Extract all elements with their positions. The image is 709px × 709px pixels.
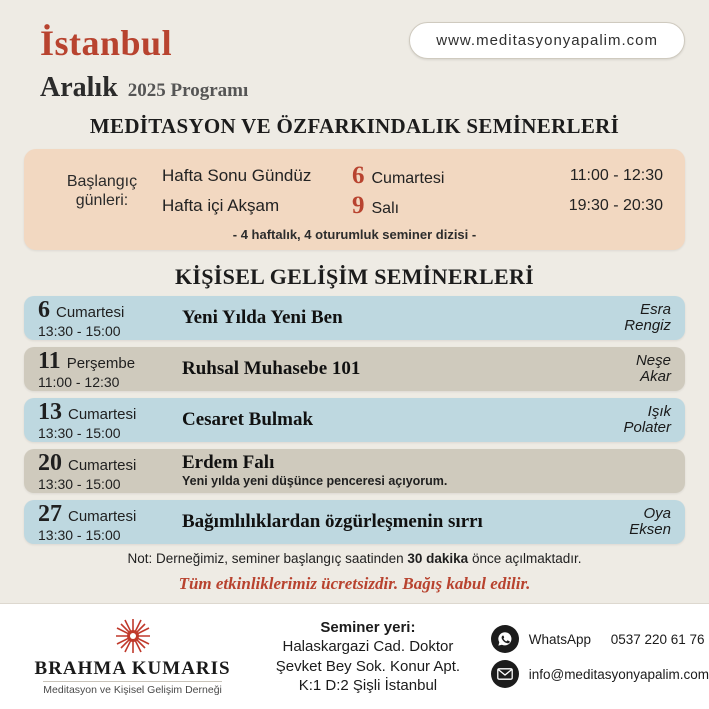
brand-block — [0, 616, 255, 698]
seminar-speaker — [579, 404, 671, 437]
start-days-label-line1: Başlangıç — [66, 172, 138, 190]
seminar-title — [178, 359, 579, 380]
seminar-date-line — [38, 298, 178, 323]
venue-line-2: Şevket Bey Sok. Konur Apt. — [275, 657, 461, 675]
seminar-title — [178, 308, 579, 329]
brand-name: BRAHMA KUMARIS — [34, 657, 231, 679]
meditation-box-grid — [42, 161, 667, 221]
whatsapp-number[interactable]: 0537 220 61 76 — [610, 631, 705, 647]
seminar-title — [178, 453, 579, 489]
seminar-date — [38, 349, 178, 390]
seminar-row[interactable] — [24, 296, 685, 340]
contact-block — [481, 618, 709, 695]
whatsapp-icon — [491, 625, 519, 653]
month-year-row — [40, 72, 248, 104]
seminar-date-line — [38, 349, 178, 374]
meditation-day-number: 6 — [352, 162, 365, 189]
poster-header — [0, 0, 709, 112]
seminar-date-line — [38, 502, 178, 527]
whatsapp-row[interactable] — [491, 625, 709, 653]
seminar-list — [24, 296, 685, 544]
note-suffix: önce açılmaktadır. — [468, 551, 582, 566]
seminar-speaker-first: Neşe — [635, 351, 671, 369]
seminar-time: 13:30 - 15:00 — [38, 322, 121, 339]
meditation-seminars-box — [24, 149, 685, 250]
venue-line-3: K:1 D:2 Şişli İstanbul — [298, 676, 438, 694]
seminar-title-text: Cesaret Bulmak — [182, 408, 314, 430]
seminar-day-number: 27 — [38, 500, 62, 527]
note-bold: 30 dakika — [407, 551, 469, 566]
venue-block — [255, 618, 481, 695]
seminar-date — [38, 502, 178, 543]
seminar-time: 13:30 - 15:00 — [38, 475, 121, 492]
seminar-date-line — [38, 451, 178, 476]
seminar-date — [38, 451, 178, 492]
email-row[interactable] — [491, 660, 709, 688]
opening-time-note — [0, 551, 709, 566]
seminar-speaker-first: Oya — [643, 504, 671, 522]
seminar-speaker — [579, 506, 671, 539]
seminar-day-name: Cumartesi — [68, 507, 137, 525]
seminar-row[interactable] — [24, 449, 685, 493]
seminar-time: 13:30 - 15:00 — [38, 424, 121, 441]
seminar-day-number: 6 — [38, 296, 50, 323]
seminar-speaker-first: Esra — [640, 300, 671, 318]
city-title: İstanbul — [40, 23, 173, 63]
year-program-label: 2025 Programı — [127, 80, 249, 101]
meditation-day-number: 9 — [352, 192, 365, 219]
meditation-time: 11:00 - 12:30 — [569, 167, 663, 184]
section1-title: MEDİTASYON VE ÖZFARKINDALIK SEMİNERLERİ — [89, 114, 620, 138]
seminar-speaker-last: Polater — [623, 419, 671, 436]
seminar-date — [38, 400, 178, 441]
seminar-date — [38, 298, 178, 339]
section2-title: KİŞİSEL GELİŞİM SEMİNERLERİ — [174, 264, 534, 289]
seminar-day-name: Cumartesi — [68, 456, 137, 474]
meditation-series-note: - 4 haftalık, 4 oturumluk seminer dizisi - — [232, 227, 477, 242]
seminar-time: 13:30 - 15:00 — [38, 526, 121, 543]
brand-subtitle: Meditasyon ve Kişisel Gelişim Derneği — [43, 681, 222, 696]
seminar-row[interactable] — [24, 347, 685, 391]
seminar-row[interactable] — [24, 398, 685, 442]
seminar-day-number: 13 — [38, 398, 62, 425]
meditation-day-name: Salı — [371, 200, 400, 217]
free-events-note: Tüm etkinliklerimiz ücretsizdir. Bağış kabul edilir. — [178, 574, 531, 593]
seminar-title-text: Ruhsal Muhasebe 101 — [182, 357, 361, 379]
meditation-when: Hafta içi Akşam — [162, 196, 280, 215]
meditation-rows — [162, 161, 667, 221]
meditation-day-name: Cumartesi — [371, 170, 445, 187]
start-days-label — [42, 172, 162, 210]
seminar-speaker-last: Rengiz — [624, 317, 671, 334]
seminar-day-number: 20 — [38, 449, 62, 476]
seminar-speaker-first: Işık — [647, 402, 671, 420]
seminar-speaker-last: Akar — [640, 368, 671, 385]
whatsapp-label: WhatsApp — [528, 631, 591, 647]
poster-footer — [0, 603, 709, 709]
seminar-title-text: Erdem Falı — [182, 452, 275, 474]
start-days-label-line2: günleri: — [75, 192, 129, 209]
seminar-date-line — [38, 400, 178, 425]
month-label: Aralık — [40, 72, 118, 103]
seminar-speaker — [579, 302, 671, 335]
seminar-day-name: Perşembe — [66, 354, 136, 372]
seminar-speaker — [579, 353, 671, 386]
seminar-speaker-last: Eksen — [629, 521, 671, 538]
meditation-time: 19:30 - 20:30 — [568, 197, 663, 214]
venue-line-1: Halaskargazi Cad. Doktor — [282, 638, 454, 656]
meditation-row — [162, 161, 667, 191]
mail-icon — [491, 660, 519, 688]
meditation-row — [162, 191, 667, 221]
meditation-day — [352, 192, 502, 220]
seminar-title-text: Yeni Yılda Yeni Ben — [182, 306, 343, 328]
venue-title: Seminer yeri: — [320, 619, 416, 637]
meditation-day — [352, 162, 502, 190]
website-link[interactable]: www.meditasyonyapalim.com — [409, 22, 685, 59]
note-prefix: Not: Derneğimiz, seminer başlangıç saatinden — [127, 551, 408, 566]
seminar-time: 11:00 - 12:30 — [38, 373, 120, 390]
seminar-day-number: 11 — [38, 347, 61, 374]
seminar-subtitle: Yeni yılda yeni düşünce penceresi açıyorum. — [182, 474, 448, 489]
brahma-kumaris-logo-icon — [113, 616, 153, 656]
seminar-title — [178, 512, 579, 533]
seminar-day-name: Cumartesi — [68, 405, 137, 423]
meditation-when: Hafta Sonu Gündüz — [162, 166, 312, 185]
seminar-row[interactable] — [24, 500, 685, 544]
seminar-title — [178, 410, 579, 431]
seminar-day-name: Cumartesi — [56, 303, 125, 321]
email-address[interactable]: info@meditasyonyapalim.com — [528, 666, 709, 682]
seminar-title-text: Bağımlılıklardan özgürleşmenin sırrı — [182, 510, 483, 532]
